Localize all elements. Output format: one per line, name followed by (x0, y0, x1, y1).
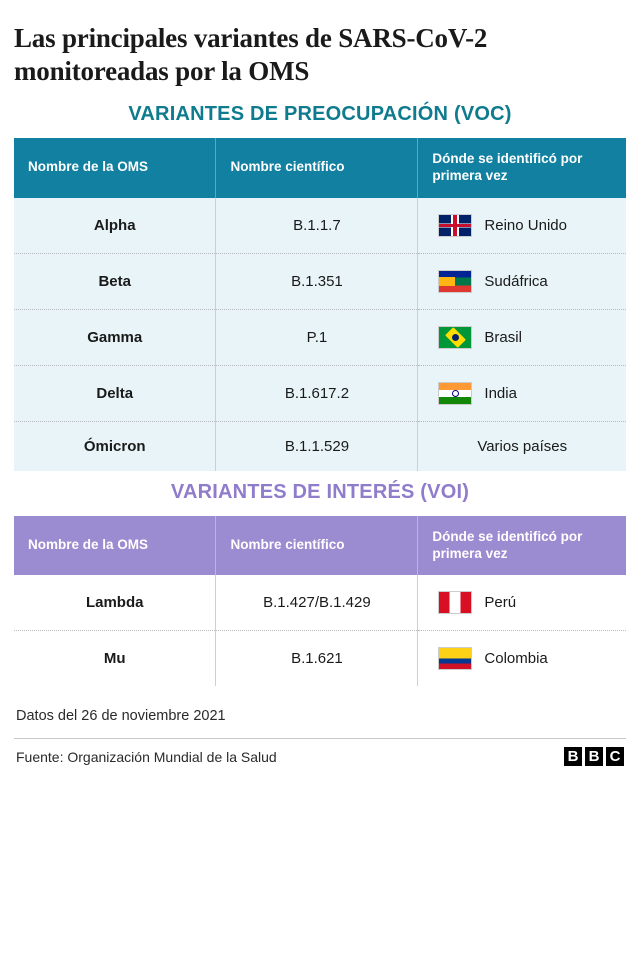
voc-where-label: Sudáfrica (484, 272, 548, 290)
voc-cell-where (418, 253, 626, 309)
voc-table (14, 138, 626, 471)
voc-col-header-where: Dónde se identificó por primera vez (418, 138, 626, 198)
voi-col-header-scientific: Nombre científico (216, 516, 418, 576)
brazil-flag-icon (438, 326, 472, 349)
peru-flag-icon (438, 591, 472, 614)
voi-table (14, 516, 626, 687)
voi-header-row (14, 516, 626, 576)
bbc-logo (564, 747, 624, 766)
voi-cell-where (418, 631, 626, 687)
voc-where-label: Brasil (484, 328, 522, 346)
table-row (14, 365, 626, 421)
table-row (14, 253, 626, 309)
voi-cell-scientific: B.1.621 (216, 631, 418, 687)
voc-where-label: Reino Unido (484, 216, 567, 234)
voi-table-body (14, 575, 626, 686)
voc-section-heading: VARIANTES DE PREOCUPACIÓN (VOC) (128, 102, 512, 125)
south-africa-flag-icon (438, 270, 472, 293)
voc-cell-where (418, 309, 626, 365)
voc-cell-scientific: B.1.351 (216, 253, 418, 309)
voi-where-label: Perú (484, 594, 517, 612)
table-row (14, 198, 626, 254)
voi-table-head (14, 516, 626, 576)
voi-where-label: Colombia (484, 650, 548, 668)
voc-cell-where (418, 421, 626, 471)
table-row (14, 631, 626, 687)
table-row (14, 575, 626, 631)
voc-table-head (14, 138, 626, 198)
voc-table-body (14, 198, 626, 471)
voi-cell-scientific: B.1.427/B.1.429 (216, 575, 418, 631)
voc-cell-scientific: B.1.1.7 (216, 198, 418, 254)
india-flag-icon (438, 382, 472, 405)
voc-cell-where (418, 198, 626, 254)
bbc-logo-letter-1: B (564, 747, 582, 766)
voi-section (14, 481, 626, 687)
voi-cell-name: Mu (14, 631, 216, 687)
colombia-flag-icon (438, 647, 472, 670)
bbc-logo-letter-2: B (585, 747, 603, 766)
voi-col-header-name: Nombre de la OMS (14, 516, 216, 576)
voi-cell-name: Lambda (14, 575, 216, 631)
page-title: Las principales variantes de SARS-CoV-2 monitoreadas por la OMS (14, 23, 488, 87)
voi-col-header-where: Dónde se identificó por primera vez (418, 516, 626, 576)
voc-header-row (14, 138, 626, 198)
table-row (14, 309, 626, 365)
voc-cell-name: Gamma (14, 309, 216, 365)
voc-cell-name: Beta (14, 253, 216, 309)
voc-col-header-name: Nombre de la OMS (14, 138, 216, 198)
voc-cell-scientific: P.1 (216, 309, 418, 365)
voc-cell-name: Ómicron (14, 421, 216, 471)
voc-where-label: Varios países (477, 437, 568, 455)
voc-cell-name: Alpha (14, 198, 216, 254)
source-label: Fuente: Organización Mundial de la Salud (16, 748, 277, 765)
voi-section-heading: VARIANTES DE INTERÉS (VOI) (170, 480, 470, 503)
bbc-logo-letter-3: C (606, 747, 624, 766)
voc-cell-scientific: B.1.1.529 (216, 421, 418, 471)
voc-col-header-scientific: Nombre científico (216, 138, 418, 198)
table-row (14, 421, 626, 471)
united-kingdom-flag-icon (438, 214, 472, 237)
data-date-note: Datos del 26 de noviembre 2021 (16, 708, 226, 725)
voi-cell-where (418, 575, 626, 631)
voc-cell-where (418, 365, 626, 421)
voc-where-label: India (484, 384, 517, 402)
voc-cell-name: Delta (14, 365, 216, 421)
footer (14, 739, 626, 766)
voc-cell-scientific: B.1.617.2 (216, 365, 418, 421)
